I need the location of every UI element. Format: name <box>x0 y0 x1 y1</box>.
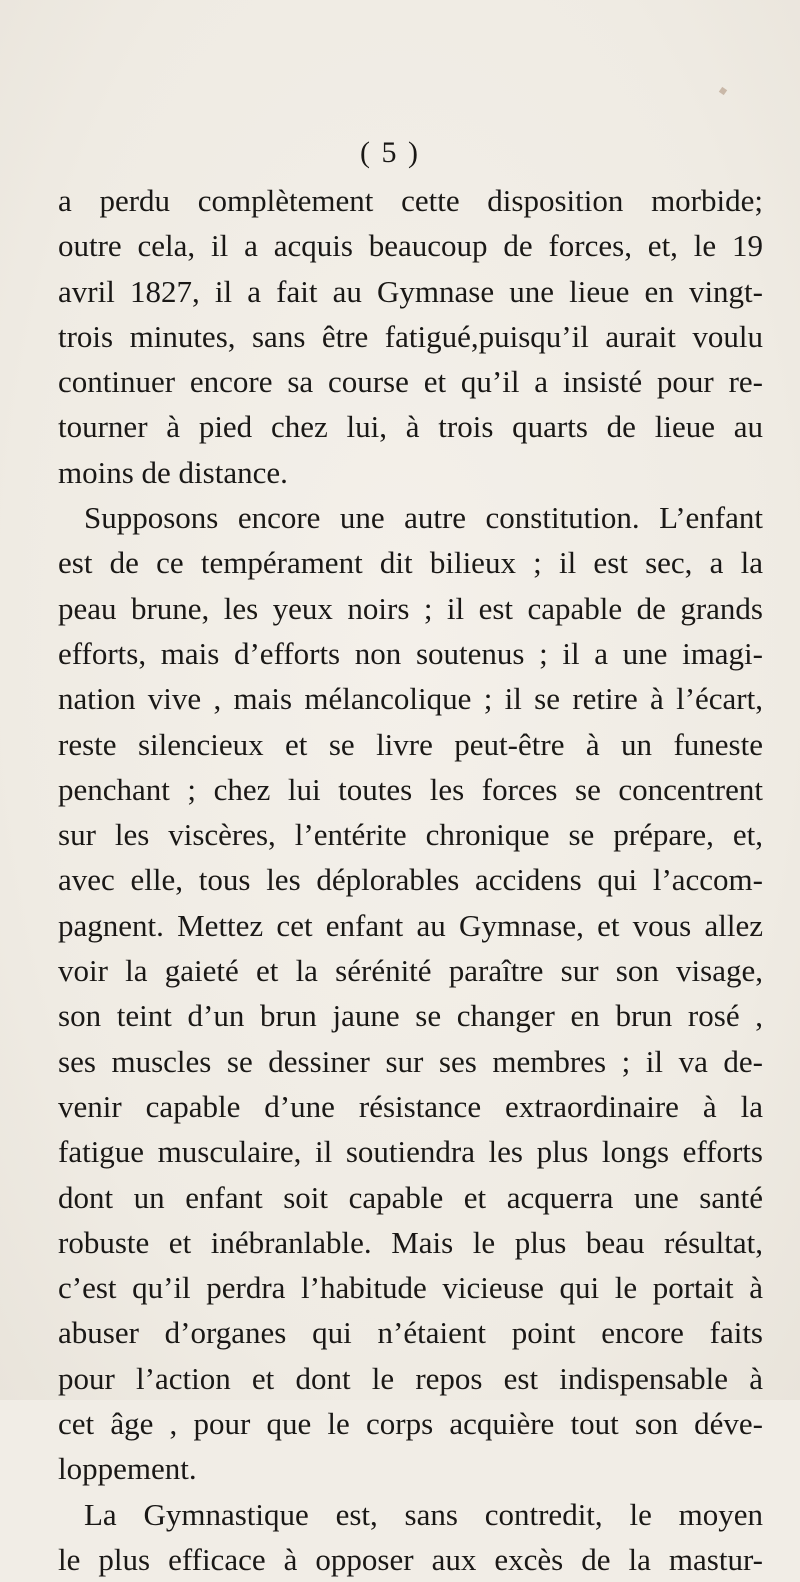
text-line: peau brune, les yeux noirs ; il est capable de grands <box>58 590 763 626</box>
text-line: reste silencieux et se livre peut-être à un funeste <box>58 726 763 762</box>
page-number: ( 5 ) <box>360 136 420 169</box>
text-line: cet âge , pour que le corps acquière tout son déve- <box>58 1406 763 1442</box>
text-line: efforts, mais d’efforts non soutenus ; il a une imagi- <box>58 635 763 671</box>
text-line: venir capable d’une résistance extraordinaire à la <box>58 1088 763 1124</box>
text-line: le plus efficace à opposer aux excès de la mastur- <box>58 1541 763 1577</box>
text-line: tourner à pied chez lui, à trois quarts de lieue au <box>58 409 763 445</box>
text-line: Supposons encore une autre constitution. L’enfant <box>84 500 763 536</box>
text-line: loppement. <box>58 1451 197 1487</box>
text-line: a perdu complètement cette disposition morbide; <box>58 183 763 218</box>
text-line: La Gymnastique est, sans contredit, le moyen <box>84 1496 763 1532</box>
text-line: son teint d’un brun jaune se changer en brun rosé , <box>58 998 763 1034</box>
text-line: nation vive , mais mélancolique ; il se retire à l’écart, <box>58 681 763 717</box>
text-line: abuser d’organes qui n’étaient point encore faits <box>58 1315 763 1351</box>
text-line: voir la gaieté et la sérénité paraître sur son visage, <box>58 953 763 989</box>
text-line: c’est qu’il perdra l’habitude vicieuse qui le portait à <box>58 1270 763 1306</box>
text-line: avec elle, tous les déplorables accidens qui l’accom- <box>58 862 763 898</box>
text-line: penchant ; chez lui toutes les forces se concentrent <box>58 771 763 807</box>
text-line: moins de distance. <box>58 454 288 490</box>
body-text <box>58 178 763 1582</box>
paper-speck <box>719 87 727 95</box>
text-line: outre cela, il a acquis beaucoup de forces, et, le 19 <box>58 228 763 264</box>
text-line: fatigue musculaire, il soutiendra les plus longs efforts <box>58 1134 763 1170</box>
text-line: est de ce tempérament dit bilieux ; il est sec, a la <box>58 545 763 581</box>
text-line: sur les viscères, l’entérite chronique se prépare, et, <box>58 817 763 853</box>
text-line: trois minutes, sans être fatigué,puisqu’il aurait voulu <box>58 318 763 354</box>
text-line: continuer encore sa course et qu’il a insisté pour re- <box>58 364 763 400</box>
text-line: avril 1827, il a fait au Gymnase une lieue en vingt- <box>58 273 763 309</box>
text-line: dont un enfant soit capable et acquerra une santé <box>58 1179 763 1215</box>
text-line: pagnent. Mettez cet enfant au Gymnase, et vous allez <box>58 907 763 943</box>
text-line: robuste et inébranlable. Mais le plus beau résultat, <box>58 1224 763 1260</box>
text-line: ses muscles se dessiner sur ses membres ; il va de- <box>58 1043 763 1079</box>
text-line: pour l’action et dont le repos est indispensable à <box>58 1360 763 1396</box>
